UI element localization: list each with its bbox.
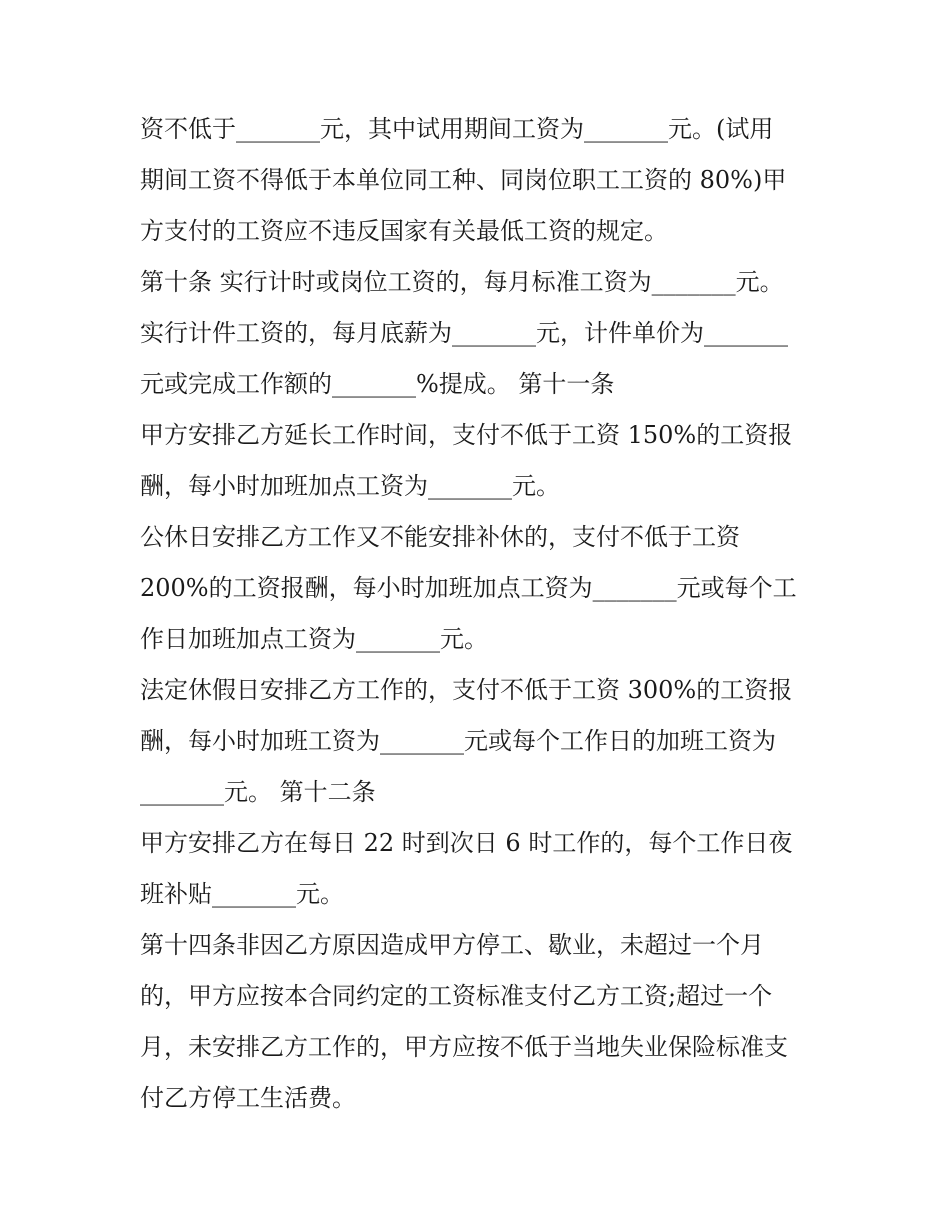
text-line: 实行计件工资的，每月底薪为_______元，计件单价为_______	[140, 319, 788, 347]
text-line: 200%的工资报酬，每小时加班加点工资为_______元或每个工	[140, 574, 797, 602]
text-line: 酬，每小时加班工资为_______元或每个工作日的加班工资为	[140, 727, 776, 755]
text-line: 公休日安排乙方工作又不能安排补休的，支付不低于工资	[140, 523, 740, 551]
text-line: 第十条 实行计时或岗位工资的，每月标准工资为_______元。	[140, 268, 784, 296]
document-body	[140, 104, 820, 1124]
text-line: 资不低于_______元，其中试用期间工资为_______元。(试用	[140, 115, 774, 143]
text-line: 月，未安排乙方工作的，甲方应按不低于当地失业保险标准支	[140, 1033, 788, 1061]
text-line: 元或完成工作额的_______%提成。 第十一条	[140, 370, 615, 398]
text-line: _______元。 第十二条	[140, 778, 376, 806]
text-line: 第十四条非因乙方原因造成甲方停工、歇业，未超过一个月	[140, 931, 764, 959]
text-line: 付乙方停工生活费。	[140, 1084, 356, 1112]
text-line: 班补贴_______元。	[140, 880, 344, 908]
text-line: 作日加班加点工资为_______元。	[140, 625, 488, 653]
text-line: 方支付的工资应不违反国家有关最低工资的规定。	[140, 217, 668, 245]
text-line: 甲方安排乙方延长工作时间，支付不低于工资 150%的工资报	[140, 421, 793, 449]
text-line: 期间工资不得低于本单位同工种、同岗位职工工资的 80%)甲	[140, 166, 787, 194]
text-line: 甲方安排乙方在每日 22 时到次日 6 时工作的，每个工作日夜	[140, 829, 793, 857]
text-line: 酬，每小时加班加点工资为_______元。	[140, 472, 560, 500]
text-line: 的，甲方应按本合同约定的工资标准支付乙方工资;超过一个	[140, 982, 773, 1010]
text-line: 法定休假日安排乙方工作的，支付不低于工资 300%的工资报	[140, 676, 793, 704]
